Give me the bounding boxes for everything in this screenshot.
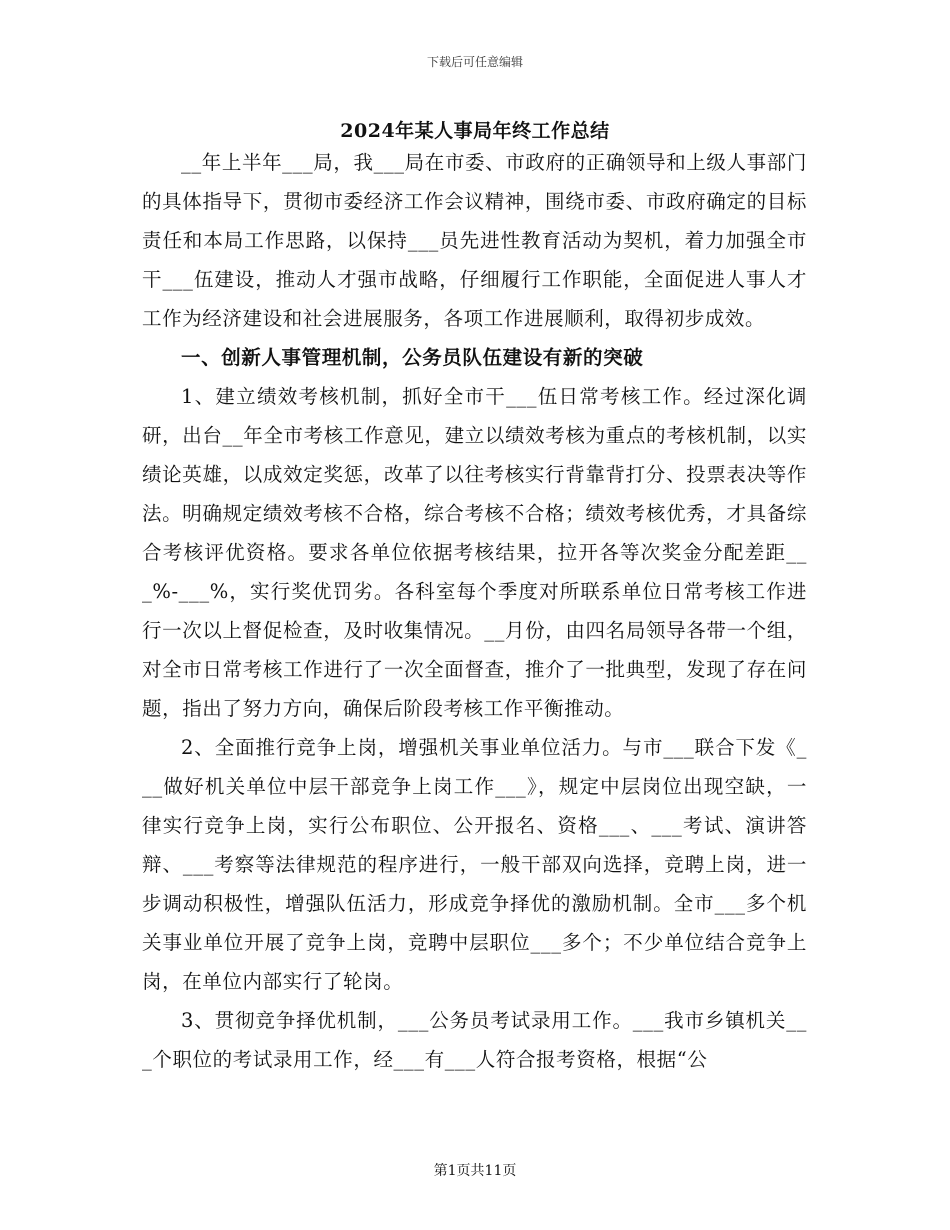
page-header-note: 下载后可任意编辑 bbox=[426, 55, 523, 69]
page-number-footer: 第1页共11页 bbox=[433, 1163, 517, 1179]
intro-paragraph: __年上半年___局，我___局在市委、市政府的正确领导和上级人事部门的具体指导下，贯彻市委经济工作会议精神，围绕市委、市政府确定的目标责任和本局工作思路，以保持___员先进性教育活动为契机，着力加强全市干___伍建设，推动人才强市战略，仔细履行工作职能，全面促进人事人才工作为经济建设和社会进展服务，各项工作进展顺利，取得初步成效。 bbox=[142, 151, 807, 330]
document-title: 2024年某人事局年终工作总结 bbox=[340, 120, 610, 142]
section-heading: 一、创新人事管理机制，公务员队伍建设有新的突破 bbox=[181, 346, 644, 369]
document-body bbox=[142, 143, 807, 1079]
item-paragraph-3: 3、贯彻竞争择优机制，___公务员考试录用工作。___我市乡镇机关___个职位的考试录用工作，经___有___人符合报考资格，根据“公 bbox=[142, 1009, 807, 1071]
item-paragraph-2: 2、全面推行竞争上岗，增强机关事业单位活力。与市___联合下发《___做好机关单位中层干部竞争上岗工作___》，规定中层岗位出现空缺，一律实行竞争上岗，实行公布职位、公开报名、资格___、___考试、演讲答辩、___考察等法律规范的程序进行，一般干部双向选择，竞聘上岗，进一步调动积极性，增强队伍活力，形成竞争择优的激励机制。全市___多个机关事业单位开展了竞争上岗，竞聘中层职位___多个；不少单位结合竞争上岗，在单位内部实行了轮岗。 bbox=[142, 736, 807, 993]
item-paragraph-1: 1、建立绩效考核机制，抓好全市干___伍日常考核工作。经过深化调研，出台__年全市考核工作意见，建立以绩效考核为重点的考核机制，以实绩论英雄，以成效定奖惩，改革了以往考核实行背靠背打分、投票表决等作法。明确规定绩效考核不合格，综合考核不合格；绩效考核优秀，才具备综合考核评优资格。要求各单位依据考核结果，拉开各等次奖金分配差距___%-___%，实行奖优罚劣。各科室每个季度对所联系单位日常考核工作进行一次以上督促检查，及时收集情况。__月份，由四名局领导各带一个组，对全市日常考核工作进行了一次全面督查，推介了一批典型，发现了存在问题，指出了努力方向，确保后阶段考核工作平衡推动。 bbox=[142, 385, 807, 720]
